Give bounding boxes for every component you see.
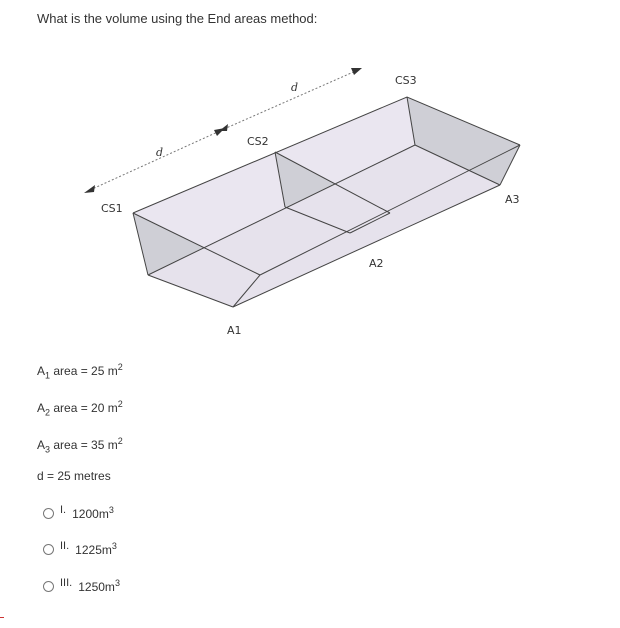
- option-3-number: III.: [60, 577, 73, 589]
- option-1[interactable]: [43, 505, 114, 521]
- cs3-label: CS3: [395, 74, 417, 87]
- cs2-label: CS2: [247, 135, 269, 148]
- option-1-value: $1200m^3$: [72, 505, 114, 521]
- earthwork-diagram: [70, 60, 550, 350]
- option-2-number: II.: [60, 540, 70, 552]
- question-text: What is the volume using the End areas method:: [37, 11, 318, 26]
- given-a2: $A_2$ area = 20 $m^2$: [37, 399, 123, 418]
- option-3-value: $1250m^3$: [78, 578, 120, 594]
- given-a1: $A_1$ area = 25 $m^2$: [37, 362, 123, 381]
- a1-label: A1: [227, 324, 242, 337]
- radio-option-2[interactable]: [43, 544, 54, 555]
- distance-label-1: d: [156, 146, 164, 159]
- given-a3: $A_3$ area = 35 $m^2$: [37, 436, 123, 455]
- a3-label: A3: [505, 193, 520, 206]
- a2-label: A2: [369, 257, 384, 270]
- given-d: d = 25 metres: [37, 469, 111, 483]
- option-2[interactable]: [43, 541, 117, 557]
- option-2-value: $1225m^3$: [75, 541, 117, 557]
- option-1-number: I.: [60, 504, 67, 516]
- option-3[interactable]: [43, 578, 120, 594]
- edge-marker: [0, 617, 4, 618]
- radio-option-1[interactable]: [43, 508, 54, 519]
- radio-option-3[interactable]: [43, 581, 54, 592]
- cs1-label: CS1: [101, 202, 123, 215]
- distance-label-2: d: [291, 81, 299, 94]
